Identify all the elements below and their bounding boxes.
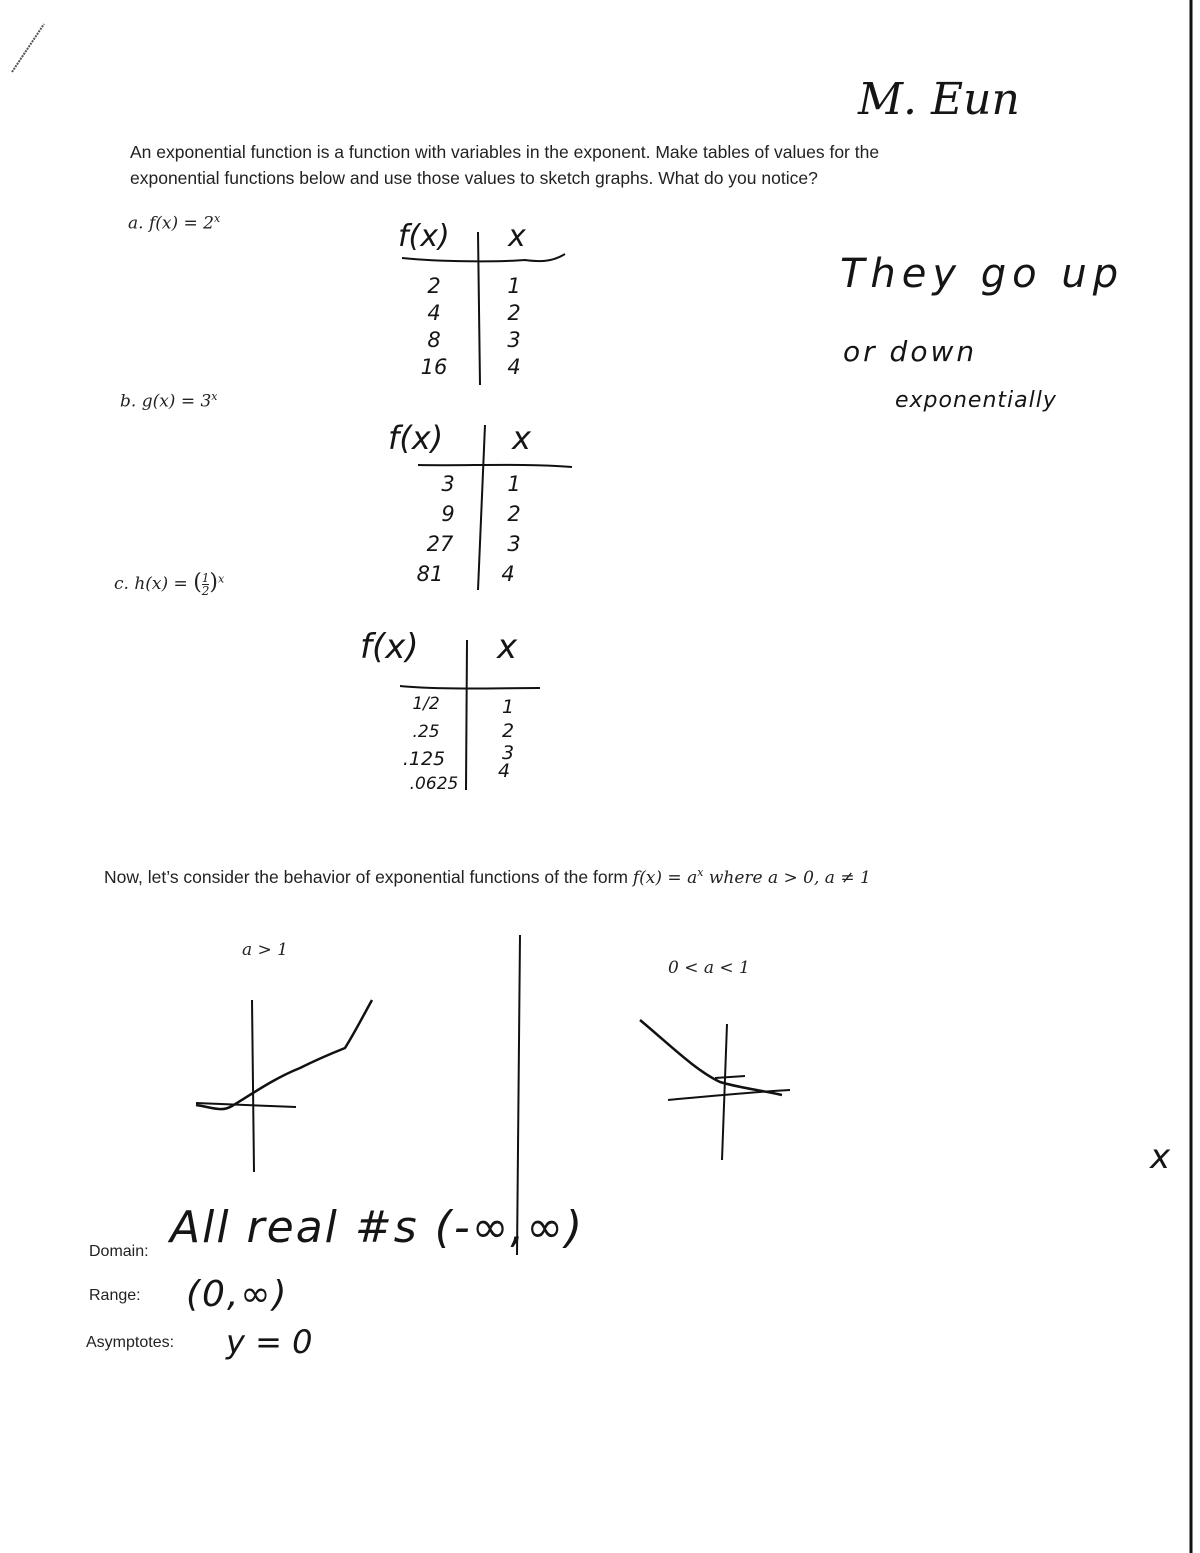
table-a-cell: 2 <box>507 301 521 325</box>
notice-answer-line-2: or down <box>843 335 978 368</box>
table-b-cell: 1 <box>507 472 521 496</box>
table-b-header-fx: f(x) <box>388 419 444 457</box>
growth-sketch <box>196 1000 372 1172</box>
table-b-cell: 27 <box>426 532 454 556</box>
table-c-cell: 1/2 <box>412 694 440 714</box>
table-a-cell: 8 <box>427 328 441 352</box>
margin-mark: x <box>1150 1137 1171 1177</box>
asymptote-answer: y = 0 <box>226 1323 313 1361</box>
table-c-header-x: x <box>497 627 518 667</box>
table-b-header-x: x <box>512 419 531 457</box>
table-a-cell: 3 <box>507 328 521 352</box>
table-b-cell: 3 <box>507 532 521 556</box>
range-answer: (0,∞) <box>186 1274 289 1315</box>
problem-c-label: c. h(x) = ( $\frac{1}{2}$ )$^x$ <box>114 570 225 598</box>
table-b-cell: 4 <box>501 562 515 586</box>
range-label: Range: <box>89 1287 141 1304</box>
notice-answer-line-3: exponentially <box>895 388 1057 413</box>
table-a-cell: 2 <box>427 274 441 298</box>
graph-left-label: a > 1 <box>242 940 289 960</box>
table-a-header-fx: f(x) <box>398 219 450 254</box>
domain-label: Domain: <box>89 1243 149 1260</box>
intro-line-2: exponential functions below and use those values to sketch graphs. What do you notice? <box>130 168 818 188</box>
table-c-cell: 1 <box>501 696 515 718</box>
table-b-cell: 9 <box>441 502 455 526</box>
table-c-header-fx: f(x) <box>360 627 419 667</box>
table-b-cell: 2 <box>507 502 521 526</box>
domain-answer: All real #s (-∞,∞) <box>170 1202 585 1253</box>
table-a-cell: 4 <box>507 355 521 379</box>
table-c-cell: 2 <box>501 720 515 742</box>
table-c-cell: .125 <box>402 748 446 770</box>
student-signature: M. Eun <box>858 74 1020 125</box>
table-a-cell: 1 <box>507 274 521 298</box>
problem-a-label: a. $f(x) = 2^x$ <box>128 212 221 234</box>
table-c-cell: 4 <box>497 760 511 782</box>
table-a-cell: 16 <box>420 355 448 379</box>
table-b-cell: 3 <box>441 472 455 496</box>
notice-answer-line-1: They go up <box>840 251 1125 297</box>
problem-b-label: b. $g(x) = 3^x$ <box>120 390 218 412</box>
decay-sketch <box>640 1020 790 1160</box>
graph-right-label: 0 < a < 1 <box>668 958 750 978</box>
table-a-header-x: x <box>508 219 526 254</box>
table-c-cell: .0625 <box>409 774 459 794</box>
behavior-sentence: Now, let’s consider the behavior of exponential functions of the form $f(x) = a^x$ where a > 0, a ≠ 1 <box>104 866 871 888</box>
asymptote-label: Asymptotes: <box>86 1334 175 1351</box>
table-c-cell: 3 <box>501 742 515 764</box>
table-a-cell: 4 <box>427 301 441 325</box>
table-c-cell: .25 <box>412 722 440 742</box>
table-b-cell: 81 <box>416 562 444 586</box>
intro-line-1: An exponential function is a function with variables in the exponent. Make tables of values for the <box>130 142 880 162</box>
